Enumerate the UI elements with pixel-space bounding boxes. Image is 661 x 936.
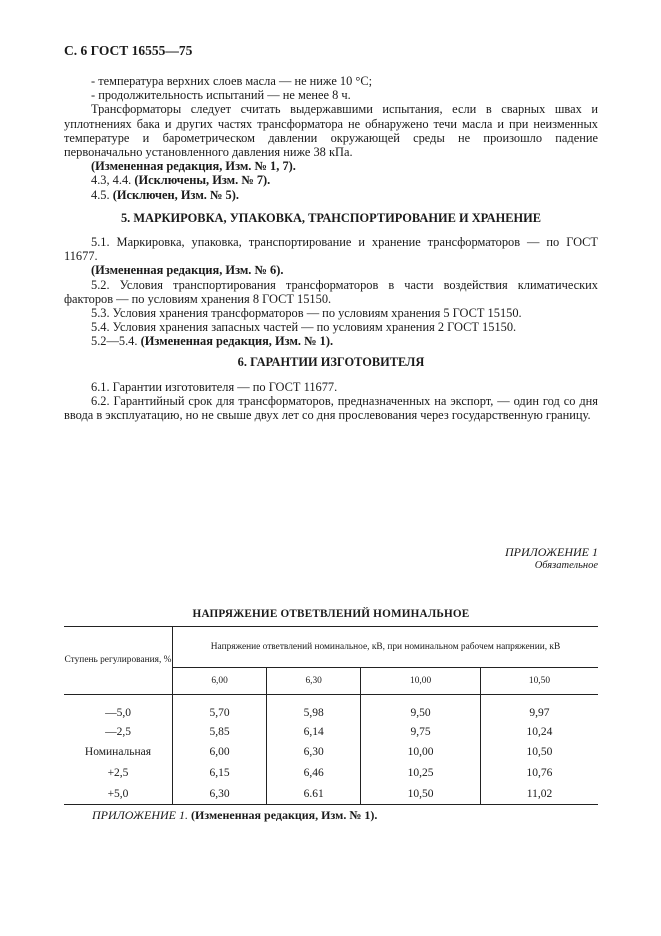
table-row — [64, 783, 598, 804]
item-4-3 — [64, 173, 598, 187]
table-cell: 5,70 — [173, 695, 267, 722]
intro-line-temperature: - температура верхних слоев масла — не ниже 10 °С; — [91, 74, 373, 88]
table-cell: 10,25 — [361, 763, 481, 784]
paragraph-6-1: 6.1. Гарантии изготовителя — по ГОСТ 11677. — [91, 380, 338, 394]
table-cell: 10,76 — [526, 766, 553, 779]
paragraph-6-2: 6.2. Гарантийный срок для трансформаторов, предназначенных на экспорт, — один год со дня ввода в эксплуатацию, но не свыше двух лет со дня прослевования через государственную границу. — [64, 394, 598, 423]
table-cell: 10,00 — [361, 742, 481, 763]
table-cell: 11,02 — [480, 783, 598, 804]
paragraph-5-4: 5.4. Условия хранения запасных частей — по условиям хранения 2 ГОСТ 15150. — [91, 320, 517, 335]
table-row — [64, 742, 598, 763]
paragraph-5-1: 5.1. Маркировка, упаковка, транспортирование и хранение трансформаторов — по ГОСТ 11677. — [64, 235, 598, 264]
item-4-3-text: (Исключены, Изм. № 7). — [134, 173, 271, 188]
item-4-5 — [64, 188, 598, 202]
table-cell-stage: —5,0 — [64, 695, 173, 722]
voltage-span-header: Напряжение ответвлений номинальное, кВ, при номинальном рабочем напряжении, кВ — [173, 627, 599, 668]
appendix-heading — [505, 546, 598, 572]
table-cell: 6,46 — [267, 763, 361, 784]
table-row — [64, 695, 598, 722]
table-title: НАПРЯЖЕНИЕ ОТВЕТВЛЕНИЙ НОМИНАЛЬНОЕ — [192, 608, 470, 620]
appendix-title: ПРИЛОЖЕНИЕ 1 — [505, 545, 598, 559]
table-row — [64, 763, 598, 784]
transformer-paragraph: Трансформаторы следует считать выдержавшими испытания, если в сварных швах и уплотнениях бака и других частях трансформатора не обнаружено течи масла и при неизменных температуре и барометрическом давлении окружающей среды не произошло падение первоначально установленного давления ниже 38 кПа. — [64, 102, 598, 160]
paragraph-5-3: 5.3. Условия хранения трансформаторов — по условиям хранения 5 ГОСТ 15150. — [91, 306, 522, 321]
appendix-subtitle: Обязательное — [534, 560, 598, 571]
voltage-header-6-30: 6,30 — [267, 668, 361, 695]
intro-line-duration: - продолжительность испытаний — не менее 8 ч. — [91, 88, 351, 103]
table-cell: 9,97 — [529, 706, 550, 719]
table-cell: 6.61 — [267, 783, 361, 804]
paragraph-5-2-5-4 — [64, 334, 598, 348]
table-cell: 6,30 — [173, 783, 267, 804]
table-cell-stage: +5,0 — [64, 783, 173, 804]
item-4-5-text: (Исключен, Изм. № 5). — [112, 187, 239, 202]
paragraph-5-2-5-4-number: 5.2—5.4. — [91, 334, 138, 349]
revision-note-1-7: (Измененная редакция, Изм. № 1, 7). — [91, 159, 296, 174]
voltage-header-6-00: 6,00 — [173, 668, 267, 695]
table-header-row — [64, 627, 598, 668]
table-cell: 9,50 — [361, 695, 481, 722]
page-header: С. 6 ГОСТ 16555—75 — [64, 43, 193, 58]
revision-note-6: (Измененная редакция, Изм. № 6). — [91, 263, 284, 278]
item-4-5-number: 4.5. — [91, 187, 110, 202]
tap-voltage-table — [64, 626, 598, 805]
table-cell: 6,30 — [267, 742, 361, 763]
footnote-appendix-ref: ПРИЛОЖЕНИЕ 1. — [92, 808, 188, 822]
table-cell: 9,75 — [361, 722, 481, 743]
table-cell: 6,00 — [173, 742, 267, 763]
table-cell: 10,50 — [361, 783, 481, 804]
table-row — [64, 722, 598, 743]
table-cell: 5,98 — [267, 695, 361, 722]
table-cell: 6,14 — [267, 722, 361, 743]
paragraph-5-2: 5.2. Условия транспортирования трансформаторов в части воздействия климатических факторов — по условиям хранения 8 ГОСТ 15150. — [64, 277, 598, 306]
footnote-revision: (Измененная редакция, Изм. № 1). — [190, 808, 378, 822]
item-4-3-number: 4.3, 4.4. — [91, 173, 132, 188]
table-cell-stage: —2,5 — [64, 722, 173, 743]
table-cell: 10,50 — [526, 746, 553, 759]
section-6-heading: 6. ГАРАНТИИ ИЗГОТОВИТЕЛЯ — [237, 355, 425, 369]
section-5-heading: 5. МАРКИРОВКА, УПАКОВКА, ТРАНСПОРТИРОВАНИЕ И ХРАНЕНИЕ — [120, 211, 542, 225]
paragraph-5-2-5-4-text: (Измененная редакция, Изм. № 1). — [140, 334, 334, 349]
table-cell: 10,24 — [526, 725, 553, 738]
appendix-footnote — [92, 808, 377, 823]
voltage-header-10-50: 10,50 — [480, 668, 598, 695]
stage-column-header: Ступень регулирования, % — [64, 627, 173, 695]
table-cell: 6,15 — [173, 763, 267, 784]
table-cell: 5,85 — [173, 722, 267, 743]
section-4-continuation — [64, 74, 598, 202]
table-cell-stage: Номинальная — [64, 742, 173, 763]
section-5-body — [64, 235, 598, 349]
table-cell-stage: +2,5 — [64, 763, 173, 784]
voltage-header-10-00: 10,00 — [361, 668, 481, 695]
section-6-body — [64, 380, 598, 423]
